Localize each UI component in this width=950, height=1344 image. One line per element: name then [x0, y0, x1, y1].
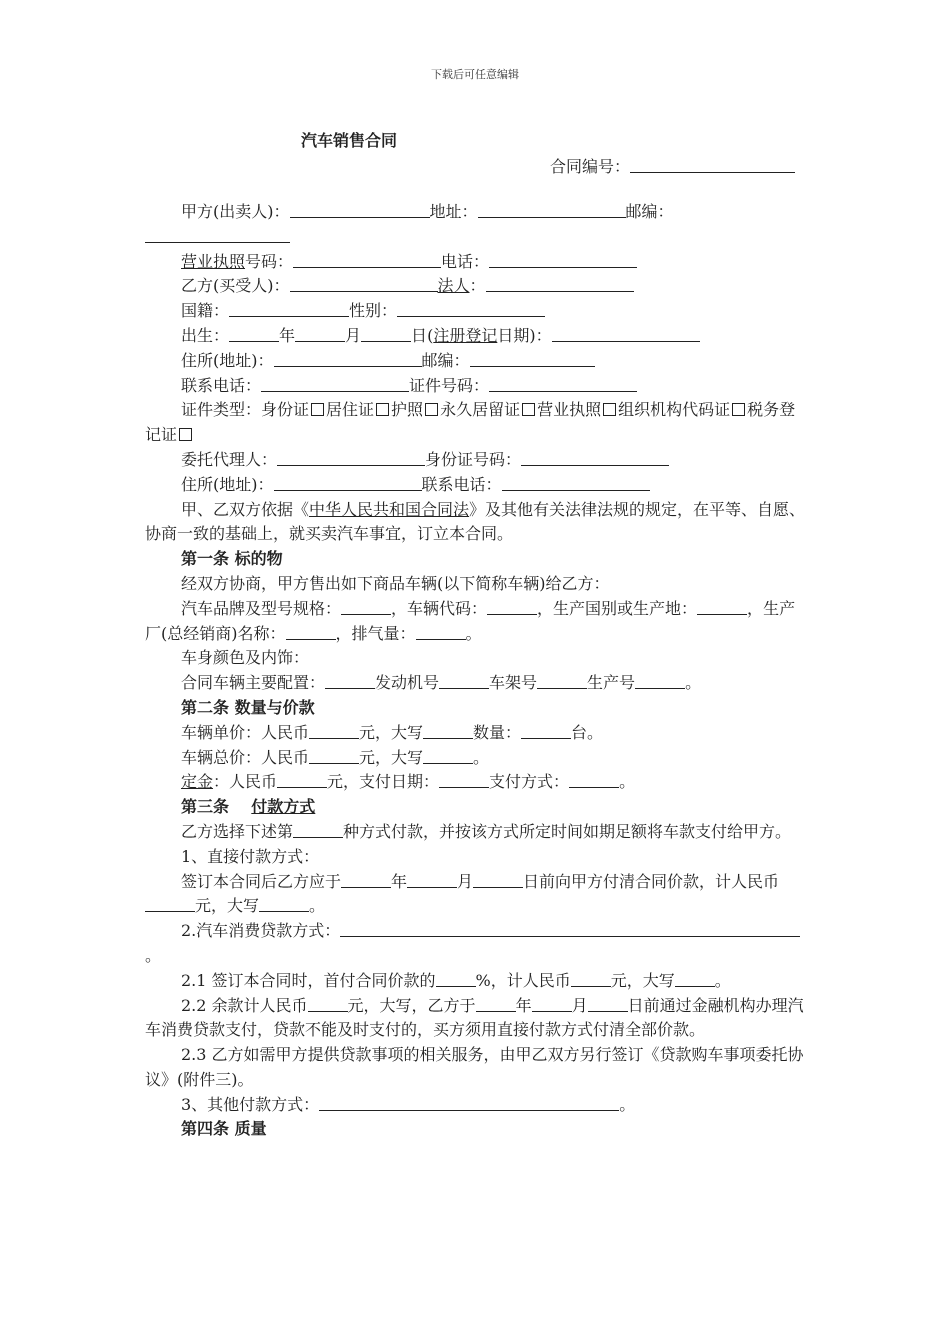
- agent-line: 委托代理人： 身份证号码：: [145, 448, 809, 473]
- law-link: 中华人民共和国合同法: [309, 499, 470, 519]
- direct-pay-line: 签订本合同后乙方应于 年 月 日前向甲方付清合同价款，计人民币元，大写 。: [145, 870, 809, 920]
- article-4-heading: 第四条 质量: [181, 1119, 267, 1139]
- intro-paragraph: 甲、乙双方依据《中华人民共和国合同法》及其他有关法律法规的规定，在平等、自愿、协商一致的基础上，就买卖汽车事宜，订立本合同。: [145, 499, 806, 544]
- article-1-heading: 第一条 标的物: [181, 549, 283, 569]
- contract-body: [145, 200, 809, 1142]
- agent-residence-line: 住所(地址)： 联系电话：: [145, 473, 809, 498]
- seller-postcode-blank[interactable]: [145, 227, 290, 243]
- residence-line: 住所(地址)： 邮编：: [145, 349, 809, 374]
- total-price-line: 车辆总价：人民币 元，大写 。: [181, 747, 490, 767]
- seller-phone-blank[interactable]: [489, 252, 637, 268]
- checkbox-icon[interactable]: [311, 403, 324, 416]
- checkbox-icon[interactable]: [425, 403, 438, 416]
- id-type-line: 证件类型：身份证 居住证 护照 永久居留证 营业执照 组织机构代码证 税务登记证: [145, 400, 796, 445]
- article-1-intro: 经双方协商，甲方售出如下商品车辆(以下简称车辆)给乙方：: [181, 573, 610, 593]
- unit-price-line: 车辆单价：人民币 元，大写 数量： 台。: [181, 722, 604, 742]
- checkbox-icon[interactable]: [376, 403, 389, 416]
- contract-number-blank[interactable]: [630, 157, 795, 173]
- checkbox-icon[interactable]: [603, 403, 616, 416]
- checkbox-icon[interactable]: [179, 428, 192, 441]
- contact-phone-line: 联系电话： 证件号码：: [145, 374, 809, 399]
- checkbox-icon[interactable]: [522, 403, 535, 416]
- direct-pay-heading: 1、直接付款方式：: [181, 846, 320, 866]
- page-title: 汽车销售合同: [301, 131, 398, 150]
- legal-person-blank[interactable]: [486, 276, 634, 292]
- license-no-blank[interactable]: [293, 252, 441, 268]
- seller-address-blank[interactable]: [478, 202, 626, 218]
- license-line: 营业执照号码： 电话：: [145, 250, 809, 275]
- checkbox-icon[interactable]: [732, 403, 745, 416]
- deposit-line: 定金：人民币 元，支付日期： 支付方式： 。: [181, 772, 636, 792]
- article-3-intro: 乙方选择下述第 种方式付款，并按该方式所定时间如期足额将车款支付给甲方。: [181, 821, 792, 841]
- birth-line: 出生： 年 月 日(注册登记日期)：: [145, 324, 809, 349]
- loan-heading: 2.汽车消费贷款方式：。: [145, 919, 809, 969]
- gender-blank[interactable]: [397, 301, 545, 317]
- nationality-blank[interactable]: [229, 301, 349, 317]
- header-note: 下载后可任意编辑: [431, 68, 519, 81]
- party-a-line: 甲方(出卖人)： 地址： 邮编：: [145, 200, 809, 250]
- config-line: 合同车辆主要配置： 发动机号 车架号 生产号 。: [181, 673, 702, 693]
- buyer-blank[interactable]: [290, 276, 438, 292]
- other-pay-line: 3、其他付款方式： 。: [181, 1094, 636, 1114]
- nationality-line: 国籍： 性别：: [145, 299, 809, 324]
- color-line: 车身颜色及内饰：: [181, 648, 310, 668]
- seller-blank[interactable]: [290, 202, 430, 218]
- brand-line: 汽车品牌及型号规格： ，车辆代码： ，生产国别或生产地： ，生产厂(总经销商)名称： ，排气量： 。: [145, 598, 796, 643]
- reg-date-blank[interactable]: [552, 326, 700, 342]
- loan-2-3: 2.3 乙方如需甲方提供贷款事项的相关服务，由甲乙双方另行签订《贷款购车事项委托协议》(附件三)。: [145, 1045, 804, 1089]
- article-3-heading: 第三条 付款方式: [181, 797, 316, 817]
- contract-number-line: 合同编号：: [550, 154, 795, 177]
- article-2-heading: 第二条 数量与价款: [181, 697, 315, 717]
- loan-2-1: 2.1 签订本合同时，首付合同价款的 %，计人民币 元，大写 。: [181, 970, 731, 990]
- loan-2-2: 2.2 余款计人民币 元，大写，乙方于 年 月 日前通过金融机构办理汽车消费贷款支付，贷款不能及时支付的，买方须用直接付款方式付清全部价款。: [145, 995, 804, 1040]
- party-b-line: 乙方(买受人)： 法人：: [145, 274, 809, 299]
